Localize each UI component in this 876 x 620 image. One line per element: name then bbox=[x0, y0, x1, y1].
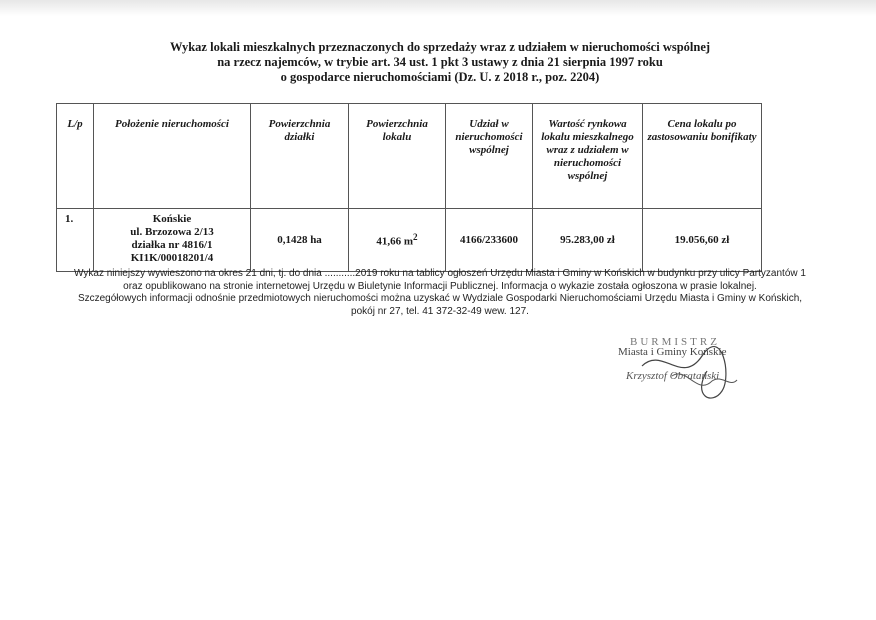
location-street: ul. Brzozowa 2/13 bbox=[130, 226, 214, 238]
unit-area-value: 41,66 m bbox=[376, 235, 414, 248]
stamp-office: Miasta i Gminy Końskie bbox=[618, 346, 727, 358]
header-unit-area: Powierzchnia lokalu bbox=[349, 104, 446, 209]
header-lp: L/p bbox=[57, 104, 94, 209]
title-line-3: o gospodarce nieruchomościami (Dz. U. z 2018 r., poz. 2204) bbox=[280, 70, 600, 84]
cell-share: 4166/233600 bbox=[446, 209, 533, 272]
unit-area-superscript: 2 bbox=[413, 232, 418, 243]
header-location: Położenie nieruchomości bbox=[94, 104, 251, 209]
location-plot: działka nr 4816/1 bbox=[131, 239, 213, 251]
cell-unit-area bbox=[349, 209, 446, 272]
header-price: Cena lokalu po zastosowaniu bonifikaty bbox=[643, 104, 762, 209]
cell-plot-area: 0,1428 ha bbox=[251, 209, 349, 272]
cell-location bbox=[94, 209, 251, 272]
title-line-2: na rzecz najemców, w trybie art. 34 ust. 1 pkt 3 ustawy z dnia 21 sierpnia 1997 roku bbox=[217, 55, 663, 69]
cell-price: 19.056,60 zł bbox=[643, 209, 762, 272]
stamp-title: BURMISTRZ bbox=[630, 336, 720, 348]
scan-edge-shadow bbox=[0, 0, 876, 16]
notice-line-1: Wykaz niniejszy wywieszono na okres 21 dni, tj. do dnia ...........2019 roku na tablicy ogłoszeń Urzędu Miasta i Gminy w Końskich w budynku przy ulicy Partyzantów 1 bbox=[74, 268, 806, 279]
header-share: Udział w nieruchomości wspólnej bbox=[446, 104, 533, 209]
document-title bbox=[60, 40, 820, 85]
cell-market-value: 95.283,00 zł bbox=[533, 209, 643, 272]
table-header-row bbox=[57, 104, 762, 209]
table-row bbox=[57, 209, 762, 272]
notice-line-2: oraz opublikowano na stronie internetowej Urzędu w Biuletynie Informacji Publicznej. Informacja o wykazie została ogłoszona w prasie lokalnej. bbox=[123, 280, 757, 292]
notice-paragraph bbox=[40, 268, 840, 318]
notice-line-3: Szczegółowych informacji odnośnie przedmiotowych nieruchomości można uzyskać w Wydziale Gospodarki Nieruchomościami Urzędu Miasta i Gminy w Końskich, bbox=[77, 293, 803, 304]
header-value: Wartość rynkowa lokalu mieszkalnego wraz z udziałem w nieruchomości wspólnej bbox=[533, 104, 643, 209]
stamp-name: Krzysztof Obratański bbox=[626, 370, 720, 382]
location-land-register: KI1K/00018201/4 bbox=[130, 252, 214, 264]
header-plot-area: Powierzchnia działki bbox=[251, 104, 349, 209]
title-line-1: Wykaz lokali mieszkalnych przeznaczonych do sprzedaży wraz z udziałem w nieruchomości wspólnej bbox=[169, 40, 711, 54]
location-city: Końskie bbox=[152, 213, 192, 225]
properties-table bbox=[56, 103, 762, 272]
cell-lp: 1. bbox=[57, 209, 94, 272]
notice-line-4: pokój nr 27, tel. 41 372-32-49 wew. 127. bbox=[351, 305, 529, 317]
mayor-stamp-signature bbox=[612, 336, 782, 406]
